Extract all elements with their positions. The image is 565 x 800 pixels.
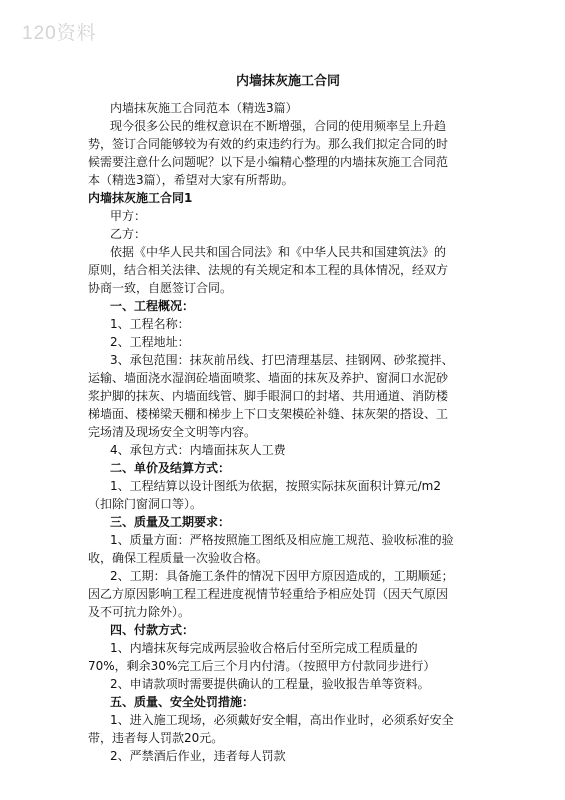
doc-line: 本（精选3篇），希望对大家有所帮助。 — [88, 173, 294, 187]
doc-line: 浆护脚的抹灰、内墙面线管、脚手眼洞口的封堵、共用通道、消防楼 — [88, 389, 449, 403]
doc-line: 1、工程结算以设计图纸为依据，按照实际抹灰面积计算元/m2 — [110, 479, 442, 493]
doc-line: 完场清及现场安全文明等内容。 — [88, 425, 257, 439]
doc-line: 70%，剩余30%完工后三个月内付清。（按照甲方付款同步进行） — [88, 659, 436, 673]
doc-line: 梯墙面、楼梯梁天棚和梯步上下口支架模砼补缝、抹灰架的搭设、工 — [88, 407, 449, 421]
doc-line: 依据《中华人民共和国合同法》和《中华人民共和国建筑法》的 — [110, 245, 447, 259]
section-heading: 二、单价及结算方式： — [110, 461, 231, 475]
doc-line: 及不可抗力除外）。 — [88, 605, 191, 619]
doc-line: 1、进入施工现场，必须戴好安全帽，高出作业时，必须系好安全 — [110, 713, 454, 727]
section-heading: 五、质量、安全处罚措施： — [110, 695, 255, 709]
doc-line: 2、工程地址： — [110, 335, 190, 349]
doc-line: 协商一致，自愿签订合同。 — [88, 281, 233, 295]
doc-line: 2、工期：具备施工条件的情况下因甲方原因造成的，工期顺延； — [110, 569, 454, 583]
section-heading: 一、工程概况： — [110, 299, 195, 313]
doc-line: 原则，结合相关法律、法规的有关规定和本工程的具体情况，经双方 — [88, 263, 449, 277]
doc-line: 现今很多公民的维权意识在不断增强，合同的使用频率呈上升趋 — [110, 119, 447, 133]
doc-line: 乙方： — [110, 227, 147, 241]
section-heading: 四、付款方式： — [110, 623, 195, 637]
section-heading: 内墙抹灰施工合同1 — [88, 191, 193, 205]
doc-line: 3、承包范围：抹灰前吊线、打巴清理基层、挂钢网、砂浆搅拌、 — [110, 353, 454, 367]
doc-line: 候需要注意什么问题呢？以下是小编精心整理的内墙抹灰施工合同范 — [88, 155, 449, 169]
document-title: 内墙抹灰施工合同 — [235, 74, 340, 89]
doc-line: 内墙抹灰施工合同范本（精选3篇） — [110, 101, 298, 115]
doc-line: （扣除门窗洞口等）。 — [88, 497, 203, 511]
doc-line: 运输、墙面浇水湿润砼墙面喷浆、墙面的抹灰及养护、窗洞口水泥砂 — [88, 371, 449, 385]
doc-line: 势，签订合同能够较为有效的约束违约行为。那么我们拟定合同的时 — [88, 137, 449, 151]
doc-line: 因乙方原因影响工程工程进度视情节轻重给予相应处罚（因天气原因 — [88, 587, 449, 601]
section-heading: 三、质量及工期要求： — [110, 515, 231, 529]
doc-line: 带，违者每人罚款20元。 — [88, 731, 224, 745]
doc-line: 甲方： — [110, 209, 147, 223]
doc-line: 2、申请款项时需要提供确认的工程量，验收报告单等资料。 — [110, 677, 430, 691]
doc-line: 1、工程名称： — [110, 317, 190, 331]
doc-line: 1、内墙抹灰每完成两层验收合格后付至所完成工程质量的 — [110, 641, 418, 655]
doc-line: 2、严禁酒后作业，违者每人罚款 — [110, 749, 286, 763]
doc-line: 1、质量方面：严格按照施工图纸及相应施工规范、验收标准的验 — [110, 533, 454, 547]
watermark-logo: 120资料 — [22, 23, 97, 44]
doc-line: 4、承包方式：内墙面抹灰人工费 — [110, 443, 286, 457]
doc-line: 收，确保工程质量一次验收合格。 — [88, 551, 269, 565]
